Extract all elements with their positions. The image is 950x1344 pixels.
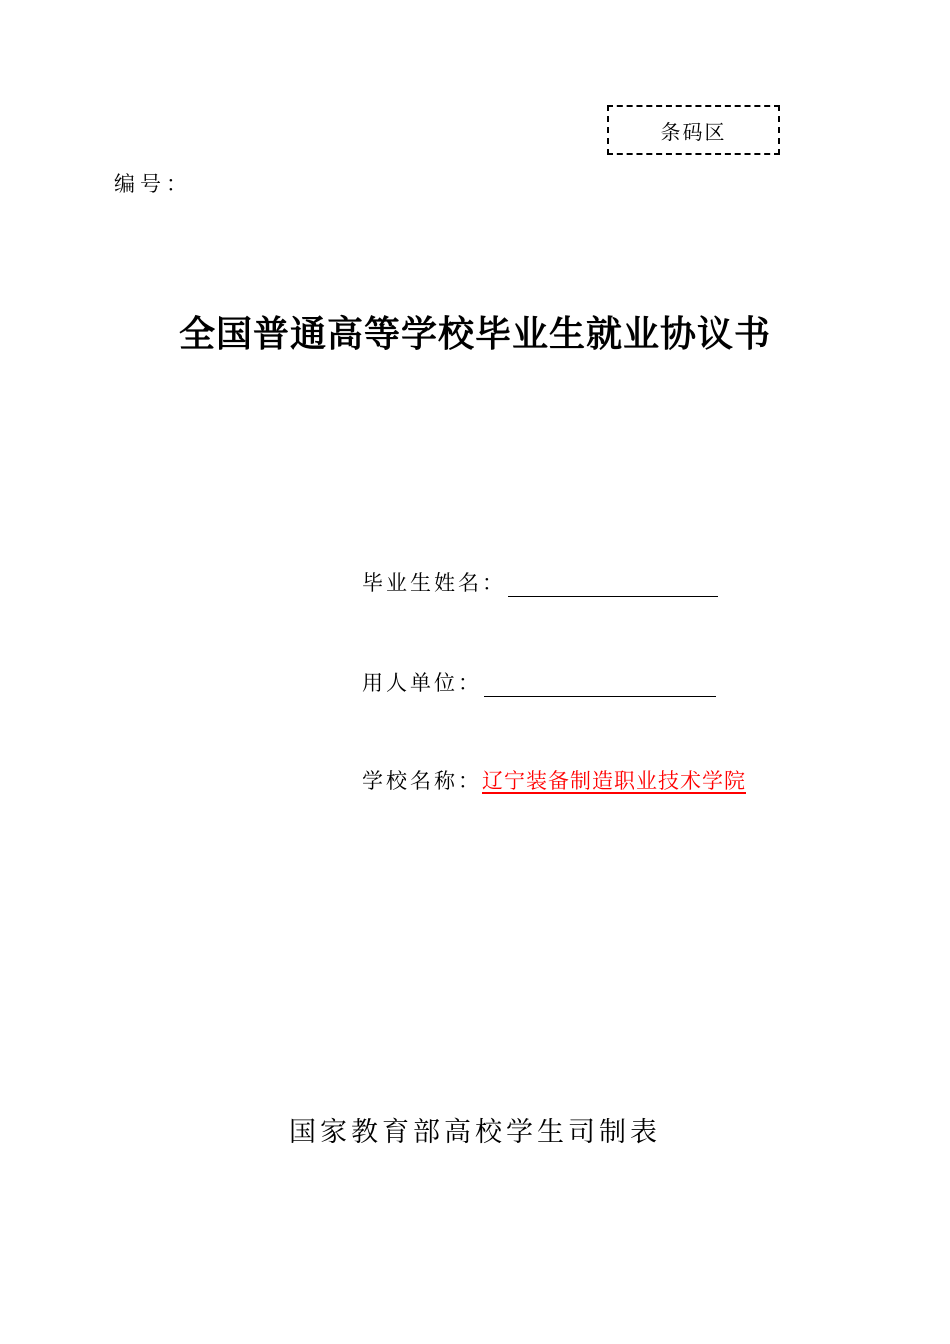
barcode-area-label: 条码区 xyxy=(660,119,727,144)
graduate-name-blank[interactable] xyxy=(508,574,718,597)
employer-blank[interactable] xyxy=(484,674,716,697)
serial-number-label: 编号： xyxy=(114,172,192,196)
school-name-value: 辽宁装备制造职业技术学院 xyxy=(482,769,746,793)
school-field xyxy=(362,765,746,795)
employer-field xyxy=(362,667,716,697)
graduate-name-field xyxy=(362,567,718,597)
document-title: 全国普通高等学校毕业生就业协议书 xyxy=(178,314,771,355)
employer-label: 用人单位： xyxy=(362,671,482,695)
issuer-footer: 国家教育部高校学生司制表 xyxy=(289,1117,661,1148)
barcode-area xyxy=(607,105,780,155)
graduate-name-label: 毕业生姓名： xyxy=(362,571,506,595)
school-label: 学校名称： xyxy=(362,769,482,793)
